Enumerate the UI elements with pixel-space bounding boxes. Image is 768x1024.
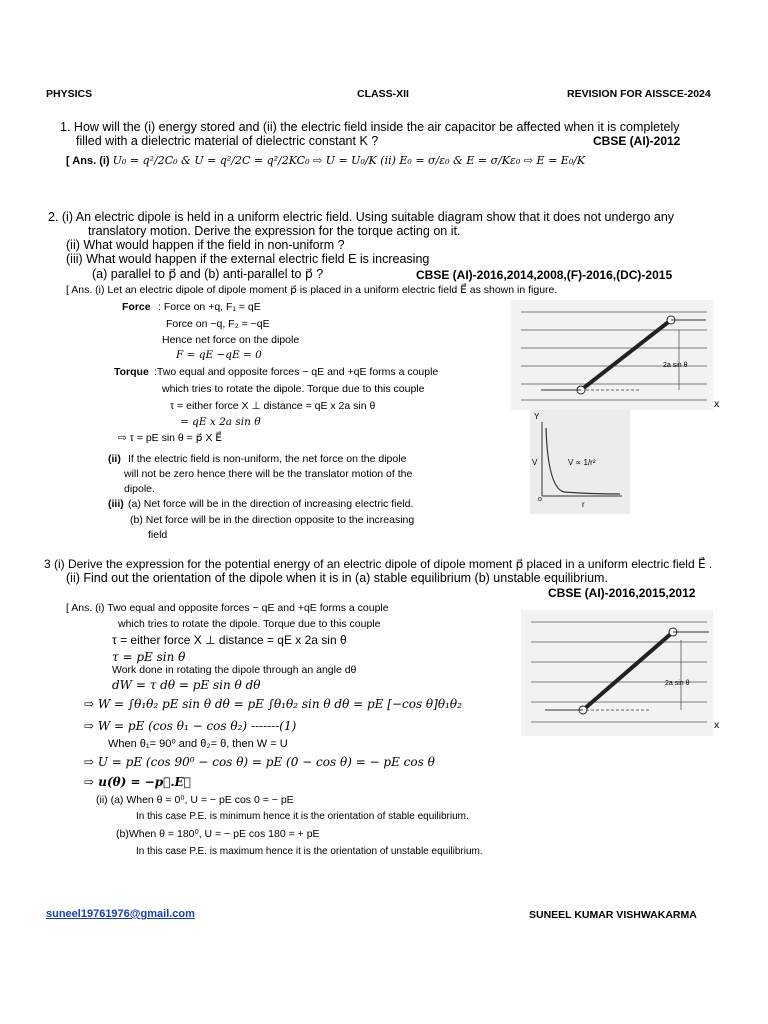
- graph-y-label: Y: [534, 412, 540, 421]
- q2-force3: Hence net force on the dipole: [162, 334, 300, 346]
- q2-force4: F = qE −qE = 0: [176, 349, 262, 361]
- author-email-link[interactable]: suneel19761976@gmail.com: [46, 908, 195, 920]
- q1-number: 1.: [60, 120, 71, 134]
- dipole-figure-2-label: 2a sin θ: [665, 680, 690, 687]
- q2-torque5: ⇨ τ = pE sin θ = p⃗ X E⃗: [118, 432, 222, 444]
- dipole-figure-2: [521, 610, 713, 736]
- q1-line1: [60, 120, 680, 134]
- q1-reference: CBSE (AI)-2012: [593, 134, 681, 148]
- q2-ii1: If the electric field is non-uniform, the net force on the dipole: [128, 453, 407, 465]
- q3-a1: [ Ans. (i) Two equal and opposite forces − qE and +qE forms a couple: [66, 602, 389, 614]
- q3-a9: When θ₁= 90⁰ and θ₂= θ, then W = U: [108, 738, 288, 750]
- graph-v-label: V: [532, 458, 538, 467]
- q2-torque-label: Torque: [114, 366, 149, 378]
- q2-iii-label: (iii): [108, 498, 124, 510]
- q1-text1: How will the (i) energy stored and (ii) the electric field inside the air capacitor be affected when it is completely: [73, 120, 680, 134]
- q2-ii3: dipole.: [124, 483, 155, 495]
- dipole-diagram-1: [511, 300, 713, 410]
- q3-a5: Work done in rotating the dipole through an angle dθ: [112, 664, 357, 676]
- q2-torque3: τ = either force X ⊥ distance = qE x 2a sin θ: [170, 400, 376, 412]
- q3-a14: (b)When θ = 180⁰, U = − pE cos 180 = + pE: [116, 828, 320, 840]
- q2-iii3: field: [148, 529, 168, 541]
- q2-iii1: (a) Net force will be in the direction of increasing electric field.: [128, 498, 414, 510]
- graph-origin-label: o: [538, 496, 542, 503]
- q2-line5: (a) parallel to p⃗ and (b) anti-parallel to p⃗ ?: [92, 267, 324, 281]
- q2-torque1: :Two equal and opposite forces − qE and +qE forms a couple: [154, 366, 439, 378]
- q2-torque2: which tries to rotate the dipole. Torque due to this couple: [162, 383, 425, 395]
- q3-a12: (ii) (a) When θ = 0⁰, U = − pE cos 0 = − pE: [96, 794, 294, 806]
- q1-line2: filled with a dielectric material of dielectric constant K ?: [76, 134, 379, 148]
- q3-a3: τ = either force X ⊥ distance = qE x 2a sin θ: [112, 633, 347, 647]
- q1-answer-text: U₀ = q²/2C₀ & U = q²/2C = q²/2KC₀ ⇨ U = U₀/K (ii) E₀ = σ/ε₀ & E = σ/Kε₀ ⇨ E = E₀/K: [112, 154, 586, 167]
- q1-answer: [66, 154, 585, 168]
- q2-ii-label: (ii): [108, 453, 121, 465]
- q3-a15: In this case P.E. is maximum hence it is the orientation of unstable equilibrium.: [136, 846, 483, 857]
- author-name: SUNEEL KUMAR VISHWAKARMA: [529, 909, 697, 921]
- q2-answer-intro: [ Ans. (i) Let an electric dipole of dipole moment p⃗ is placed in a uniform electric field E⃗ as shown in figure.: [66, 284, 558, 296]
- q3-a2: which tries to rotate the dipole. Torque due to this couple: [118, 618, 381, 630]
- dipole-figure-1-label: 2a sin θ: [663, 362, 688, 369]
- q2-line3: (ii) What would happen if the field in non-uniform ?: [66, 238, 345, 252]
- q2-reference: CBSE (AI)-2016,2014,2008,(F)-2016,(DC)-2015: [416, 268, 673, 282]
- q2-iii2: (b) Net force will be in the direction opposite to the increasing: [130, 514, 415, 526]
- q3-a11: ⇨ u(θ) = −p⃗.E⃗: [84, 775, 191, 789]
- q2-line4: (iii) What would happen if the external electric field E is increasing: [66, 252, 430, 266]
- dipole-figure-1-x: x: [714, 398, 720, 410]
- q3-a13: In this case P.E. is minimum hence it is the orientation of stable equilibrium.: [136, 811, 469, 822]
- q2-force1: : Force on +q, F₁ = qE: [158, 301, 261, 313]
- q3-a8: ⇨ W = pE (cos θ₁ − cos θ₂) -------(1): [84, 719, 297, 733]
- q2-line1: 2. (i) An electric dipole is held in a uniform electric field. Using suitable diagram show that it does not undergo any: [48, 210, 675, 224]
- q3-a7: ⇨ W = ∫θ₁θ₂ pE sin θ dθ = pE ∫θ₁θ₂ sin θ dθ = pE [−cos θ]θ₁θ₂: [84, 697, 462, 711]
- q2-force-label: Force: [122, 301, 151, 313]
- dipole-figure-1: [511, 300, 713, 410]
- q3-a4: τ = pE sin θ: [112, 650, 186, 664]
- q2-line2: translatory motion. Derive the expression for the torque acting on it.: [88, 224, 461, 238]
- dipole-figure-2-x: x: [714, 719, 720, 731]
- q3-a10: ⇨ U = pE (cos 90⁰ − cos θ) = pE (0 − cos θ) = − pE cos θ: [84, 755, 435, 769]
- dipole-diagram-2: [521, 610, 713, 736]
- q2-ii2: will not be zero hence there will be the translator motion of the: [124, 468, 413, 480]
- q1-answer-label: [ Ans. (i): [66, 155, 110, 167]
- q3-line2: (ii) Find out the orientation of the dipole when it is in (a) stable equilibrium (b) unstable equilibrium.: [66, 571, 608, 585]
- graph-r-label: r: [582, 500, 585, 509]
- q2-force2: Force on −q, F₂ = −qE: [166, 318, 270, 330]
- q3-line1: 3 (i) Derive the expression for the potential energy of an electric dipole of dipole moment p⃗ placed in a uniform electric field E⃗ .: [44, 557, 713, 571]
- header-class: CLASS-XII: [357, 88, 409, 100]
- header-subject: PHYSICS: [46, 88, 93, 100]
- q2-torque4: = qE x 2a sin θ: [180, 416, 261, 428]
- potential-graph: [530, 410, 630, 514]
- graph-relation-label: V ∝ 1/r²: [568, 458, 596, 467]
- q3-reference: CBSE (AI)-2016,2015,2012: [548, 586, 696, 600]
- q3-a6: dW = τ dθ = pE sin θ dθ: [112, 678, 261, 692]
- header-revision: REVISION FOR AISSCE-2024: [567, 88, 711, 100]
